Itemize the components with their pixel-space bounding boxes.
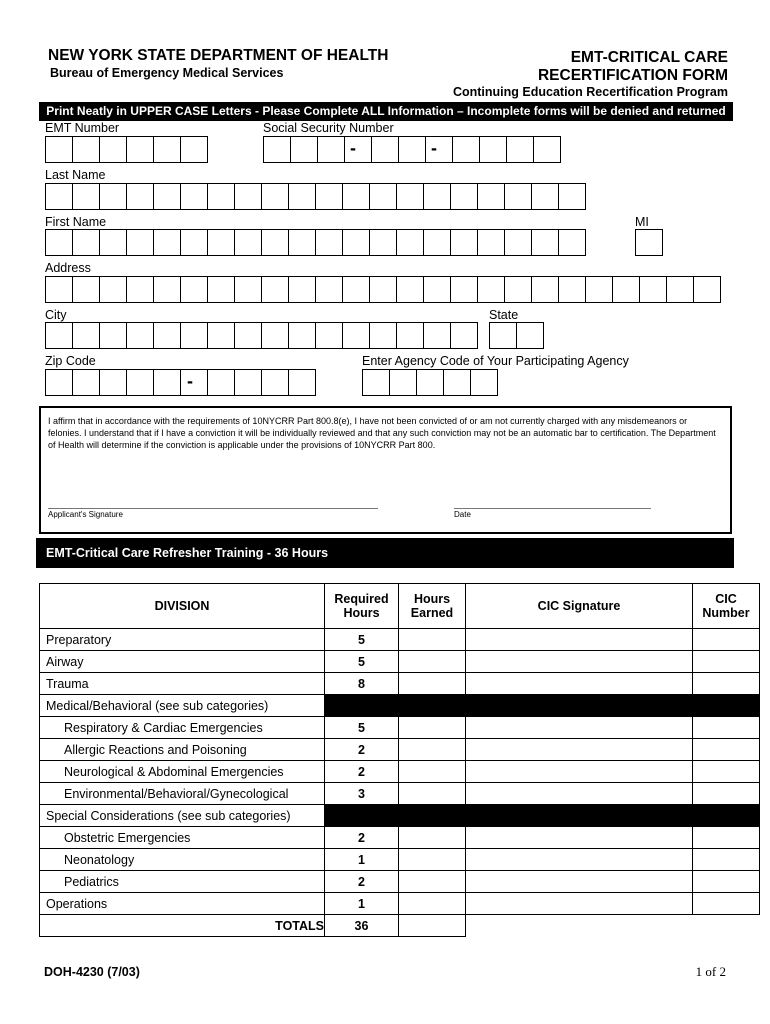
cic-number-cell[interactable]: [693, 739, 760, 761]
signature-line[interactable]: [48, 508, 378, 509]
header-cic-number: CIC Number: [693, 584, 760, 629]
hours-earned-cell[interactable]: [399, 651, 466, 673]
required-hours-cell: 1: [325, 893, 399, 915]
hours-earned-cell[interactable]: [399, 871, 466, 893]
bureau-subtitle: Bureau of Emergency Medical Services: [50, 66, 284, 80]
page-number: 1 of 2: [695, 964, 726, 979]
required-hours-cell: 2: [325, 761, 399, 783]
hours-earned-cell[interactable]: [399, 673, 466, 695]
cic-number-cell[interactable]: [693, 761, 760, 783]
date-label: Date: [454, 510, 471, 519]
blacked-out-cell: [325, 695, 760, 717]
blacked-out-cell: [325, 805, 760, 827]
agency-title: NEW YORK STATE DEPARTMENT OF HEALTH: [48, 47, 389, 64]
required-hours-cell: 5: [325, 717, 399, 739]
agency-code-boxes[interactable]: [362, 369, 498, 396]
last-name-boxes[interactable]: [45, 183, 586, 210]
table-row: [40, 673, 760, 695]
header-required-hours: Required Hours: [325, 584, 399, 629]
table-row: [40, 893, 760, 915]
hours-earned-cell[interactable]: [399, 761, 466, 783]
hours-earned-cell[interactable]: [399, 783, 466, 805]
totals-hours-earned[interactable]: [399, 915, 466, 937]
required-hours-cell: 5: [325, 651, 399, 673]
cic-number-cell[interactable]: [693, 827, 760, 849]
table-row: [40, 827, 760, 849]
cic-signature-cell[interactable]: [466, 783, 693, 805]
table-row: [40, 761, 760, 783]
header-hours-earned: Hours Earned: [399, 584, 466, 629]
mi-box[interactable]: [635, 229, 663, 256]
division-cell: Special Considerations (see sub categories): [40, 805, 325, 827]
header-division: DIVISION: [40, 584, 325, 629]
table-row: [40, 849, 760, 871]
division-cell: Allergic Reactions and Poisoning: [40, 739, 325, 761]
hours-earned-cell[interactable]: [399, 717, 466, 739]
emt-number-label: EMT Number: [45, 121, 120, 135]
first-name-label: First Name: [45, 215, 107, 229]
totals-row: [40, 915, 760, 937]
division-cell: Preparatory: [40, 629, 325, 651]
required-hours-cell: 2: [325, 871, 399, 893]
required-hours-cell: 5: [325, 629, 399, 651]
header-cic-signature: CIC Signature: [466, 584, 693, 629]
division-cell: Respiratory & Cardiac Emergencies: [40, 717, 325, 739]
cic-number-cell[interactable]: [693, 849, 760, 871]
cic-signature-cell[interactable]: [466, 849, 693, 871]
cic-signature-cell[interactable]: [466, 871, 693, 893]
table-row: [40, 695, 760, 717]
city-boxes[interactable]: [45, 322, 478, 349]
program-title: Continuing Education Recertification Program: [452, 85, 728, 99]
required-hours-cell: 8: [325, 673, 399, 695]
form-title-line1: EMT-CRITICAL CARE: [570, 49, 728, 66]
table-row: [40, 783, 760, 805]
signature-label: Applicant's Signature: [48, 510, 123, 519]
zip-label: Zip Code: [45, 354, 96, 368]
state-label: State: [489, 308, 519, 322]
training-section-title: EMT-Critical Care Refresher Training - 36 Hours: [36, 538, 734, 568]
affirmation-box: [39, 406, 732, 534]
instructions-bar: Print Neatly in UPPER CASE Letters - Please Complete ALL Information – Incomplete forms will be denied and returned: [39, 102, 733, 121]
cic-signature-cell[interactable]: [466, 739, 693, 761]
table-row: [40, 717, 760, 739]
cic-signature-cell[interactable]: [466, 893, 693, 915]
division-cell: Operations: [40, 893, 325, 915]
division-cell: Airway: [40, 651, 325, 673]
hours-earned-cell[interactable]: [399, 629, 466, 651]
affirmation-text: I affirm that in accordance with the requirements of 10NYCRR Part 800.8(e), I have not been convicted of or am not currently charged with any misdemeanors or felonies. I understand that if I have a conviction it will be individually reviewed and that any such conviction may not be an automatic bar to certification. The Department of Health will determine if the conviction is applicable under the provisions of 10NYCRR Part 800.: [48, 416, 716, 450]
ssn-dash-2: -: [431, 138, 437, 158]
cic-signature-cell[interactable]: [466, 761, 693, 783]
table-row: [40, 805, 760, 827]
cic-signature-cell[interactable]: [466, 651, 693, 673]
cic-number-cell[interactable]: [693, 651, 760, 673]
address-label: Address: [45, 261, 91, 275]
division-cell: Obstetric Emergencies: [40, 827, 325, 849]
zip-boxes[interactable]: [45, 369, 316, 396]
table-row: [40, 739, 760, 761]
zip-dash: -: [187, 371, 193, 391]
division-cell: Neurological & Abdominal Emergencies: [40, 761, 325, 783]
hours-earned-cell[interactable]: [399, 849, 466, 871]
form-number: DOH-4230 (7/03): [44, 965, 140, 979]
agency-code-label: Enter Agency Code of Your Participating Agency: [362, 354, 629, 368]
training-table: [39, 583, 760, 937]
cic-number-cell[interactable]: [693, 673, 760, 695]
cic-number-cell[interactable]: [693, 717, 760, 739]
required-hours-cell: 2: [325, 739, 399, 761]
table-row: [40, 629, 760, 651]
state-boxes[interactable]: [489, 322, 544, 349]
hours-earned-cell[interactable]: [399, 739, 466, 761]
division-cell: Medical/Behavioral (see sub categories): [40, 695, 325, 717]
form-title-line2: RECERTIFICATION FORM: [537, 67, 728, 84]
cic-signature-cell[interactable]: [466, 673, 693, 695]
ssn-dash-1: -: [350, 138, 356, 158]
cic-signature-cell[interactable]: [466, 827, 693, 849]
ssn-label: Social Security Number: [263, 121, 394, 135]
hours-earned-cell[interactable]: [399, 827, 466, 849]
city-label: City: [45, 308, 67, 322]
cic-number-cell[interactable]: [693, 783, 760, 805]
table-row: [40, 871, 760, 893]
date-line[interactable]: [454, 508, 651, 509]
totals-label: TOTALS: [40, 915, 325, 937]
cic-signature-cell[interactable]: [466, 629, 693, 651]
cic-number-cell[interactable]: [693, 893, 760, 915]
table-row: [40, 651, 760, 673]
mi-label: MI: [635, 215, 649, 229]
ssn-boxes[interactable]: [263, 136, 561, 163]
division-cell: Pediatrics: [40, 871, 325, 893]
division-cell: Environmental/Behavioral/Gynecological: [40, 783, 325, 805]
required-hours-cell: 2: [325, 827, 399, 849]
first-name-boxes[interactable]: [45, 229, 586, 256]
cic-number-cell[interactable]: [693, 629, 760, 651]
hours-earned-cell[interactable]: [399, 893, 466, 915]
emt-number-boxes[interactable]: [45, 136, 208, 163]
required-hours-cell: 1: [325, 849, 399, 871]
cic-signature-cell[interactable]: [466, 717, 693, 739]
totals-required-hours: 36: [325, 915, 399, 937]
division-cell: Neonatology: [40, 849, 325, 871]
required-hours-cell: 3: [325, 783, 399, 805]
address-boxes[interactable]: [45, 276, 721, 303]
last-name-label: Last Name: [45, 168, 106, 182]
division-cell: Trauma: [40, 673, 325, 695]
cic-number-cell[interactable]: [693, 871, 760, 893]
